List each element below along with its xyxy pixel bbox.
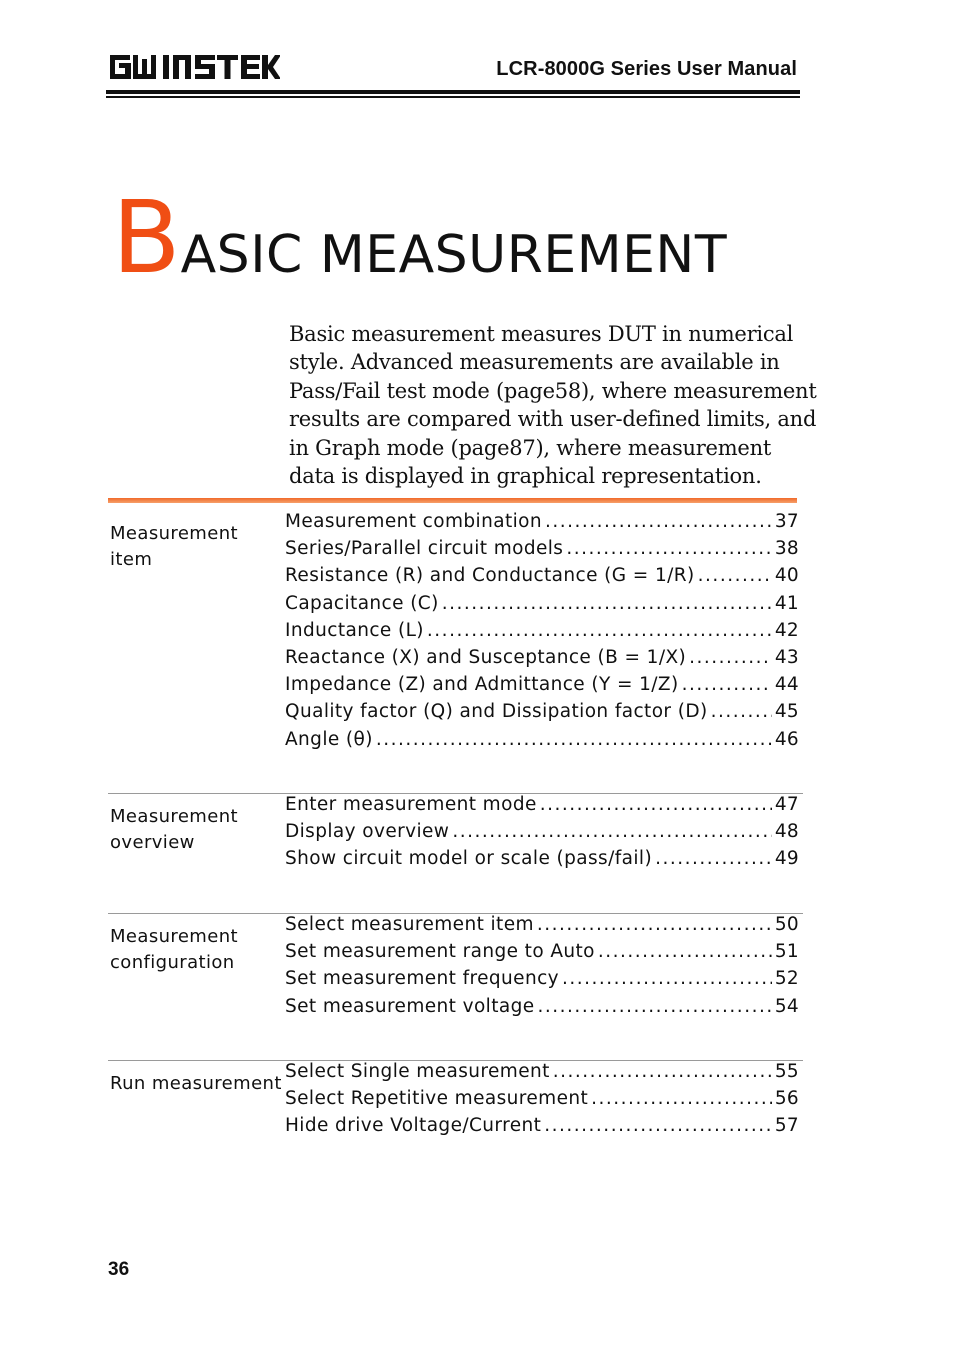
toc-list	[285, 914, 799, 1023]
intro-line: results are compared with user-defined limits, and	[289, 407, 817, 432]
toc-section-run-measurement	[108, 1060, 803, 1137]
toc-section-measurement-configuration	[108, 913, 803, 1017]
section-label: Run measurement	[110, 1073, 282, 1094]
intro-line: in Graph mode (page87), where measurement	[289, 435, 772, 460]
section-label: Measurement configuration	[110, 926, 238, 973]
toc-entry[interactable]: Inductance (L) ..... 42	[285, 620, 799, 647]
toc-entry[interactable]: Set measurement frequency ..... 52	[285, 968, 799, 995]
toc-section-measurement-overview	[108, 793, 803, 870]
toc-entry[interactable]: Set measurement voltage ..... 54	[285, 996, 799, 1023]
header-rule-thin	[106, 96, 800, 98]
toc-entry[interactable]: Impedance (Z) and Admittance (Y = 1/Z) ..... 44	[285, 674, 799, 701]
toc-entry[interactable]: Select Single measurement ..... 55	[285, 1061, 799, 1088]
chapter-title	[112, 179, 728, 296]
toc-list	[285, 1061, 799, 1143]
chapter-title-rest: ASIC MEASUREMENT	[180, 225, 728, 285]
toc-entry[interactable]: Capacitance (C) ..... 41	[285, 593, 799, 620]
toc-entry[interactable]: Enter measurement mode ..... 47	[285, 794, 799, 821]
toc-entry[interactable]: Quality factor (Q) and Dissipation factor (D) ..... 45	[285, 701, 799, 728]
gw-instek-logo	[108, 52, 280, 82]
intro-line: Pass/Fail test mode (page58), where measurement	[289, 378, 817, 403]
intro-line: data is displayed in graphical representation.	[289, 464, 762, 489]
section-label: Measurement overview	[110, 806, 238, 853]
toc-entry[interactable]: Hide drive Voltage/Current ..... 57	[285, 1115, 799, 1142]
intro-line: Basic measurement measures DUT in numerical	[289, 322, 794, 346]
manual-title: LCR-8000G Series User Manual	[496, 58, 797, 80]
toc-entry[interactable]: Resistance (R) and Conductance (G = 1/R) ..... 40	[285, 565, 799, 592]
intro-paragraph	[289, 320, 817, 490]
toc-list	[285, 511, 799, 756]
toc-entry[interactable]: Series/Parallel circuit models ..... 38	[285, 538, 799, 565]
section-divider-orange	[108, 498, 797, 503]
page-number: 36	[108, 1259, 130, 1280]
toc-entry[interactable]: Display overview ..... 48	[285, 821, 799, 848]
toc-entry[interactable]: Select measurement item ..... 50	[285, 914, 799, 941]
toc-entry[interactable]: Angle (θ) ..... 46	[285, 729, 799, 756]
toc-entry[interactable]: Select Repetitive measurement ..... 56	[285, 1088, 799, 1115]
toc-entry[interactable]: Set measurement range to Auto ..... 51	[285, 941, 799, 968]
toc-entry[interactable]: Reactance (X) and Susceptance (B = 1/X) ..... 43	[285, 647, 799, 674]
toc-list	[285, 794, 799, 876]
section-label: Measurement item	[110, 523, 238, 570]
toc-entry[interactable]: Show circuit model or scale (pass/fail) ..... 49	[285, 848, 799, 875]
chapter-title-initial: B	[112, 179, 181, 296]
toc-entry[interactable]: Measurement combination ..... 37	[285, 511, 799, 538]
header-rule	[106, 90, 800, 94]
intro-line: style. Advanced measurements are available in	[289, 350, 780, 375]
